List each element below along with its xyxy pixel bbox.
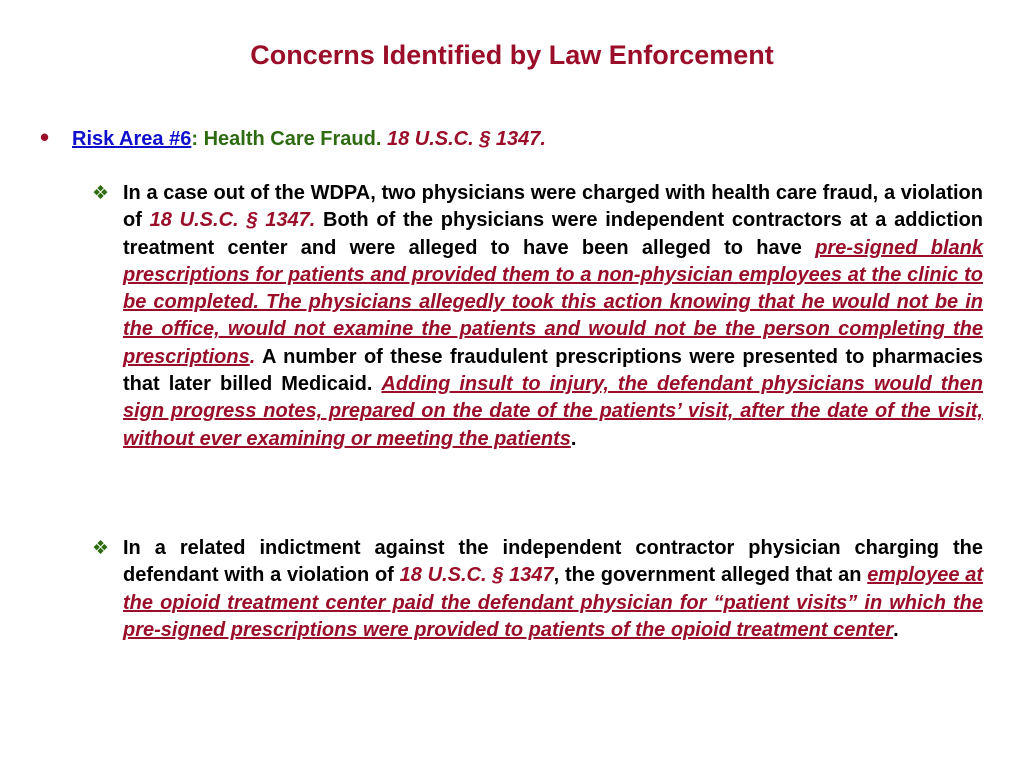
case1-citation: 18 U.S.C. § 1347. [149, 209, 316, 232]
risk-area-link[interactable]: Risk Area #6 [72, 128, 192, 150]
diamond-bullet-icon: ❖ [92, 183, 110, 204]
case1-text-3: A number of these fraudulent prescriptions were presented to pharmacies that later billed Medicaid. [123, 345, 983, 396]
risk-area-topic: Health Care Fraud. [198, 128, 382, 150]
risk-area-line [72, 124, 546, 154]
risk-area-colon: : [191, 128, 199, 150]
case1-end: . [570, 427, 577, 450]
case1-text-2: Both of the physicians were independent contractors at a addiction treatment center and were alleged to have been alleged to have [123, 209, 984, 259]
case-paragraph-1 [123, 180, 983, 453]
round-bullet-icon: • [40, 122, 50, 152]
risk-area-citation: 18 U.S.C. § 1347. [381, 128, 546, 150]
case2-text-2: , the government alleged that an [553, 564, 868, 587]
case2-text-1: In a related indictment against the independent contractor physician charging the defendant with a violation of [123, 537, 983, 587]
case2-emphasis: employee at the opioid treatment center paid the defendant physician for “patient visits” in which the pre-signed prescriptions were provided to patients of the opioid treatment center [123, 564, 984, 641]
diamond-bullet-icon: ❖ [92, 538, 110, 559]
case-paragraph-2 [123, 535, 983, 644]
case1-emphasis-1: pre-signed blank prescriptions for patients and provided them to a non-physician employees at the clinic to be completed. The physicians allegedly took this action knowing that he would not be in the office, would not examine the patients and would not be the person completing the prescriptions [123, 236, 983, 368]
case1-period-1: . [249, 345, 256, 368]
case2-citation: 18 U.S.C. § 1347 [399, 564, 554, 587]
case1-text-1: In a case out of the WDPA, two physicians were charged with health care fraud, a violation of [123, 182, 983, 232]
slide-title: Concerns Identified by Law Enforcement [250, 40, 774, 70]
case1-emphasis-2: Adding insult to injury, the defendant physicians would then sign progress notes, prepared on the date of the patients’ visit, after the date of the visit, without ever examining or meeting the patients [123, 373, 983, 450]
case2-end: . [893, 618, 899, 641]
